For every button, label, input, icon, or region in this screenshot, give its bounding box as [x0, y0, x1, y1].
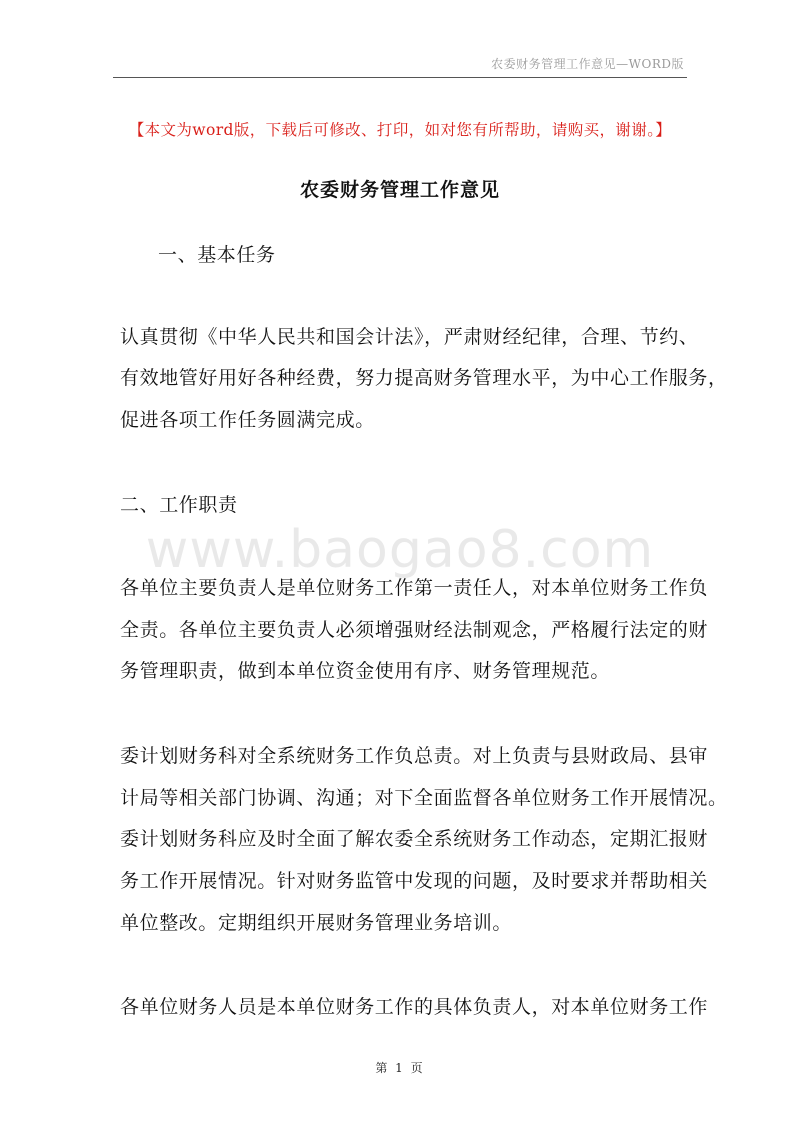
paragraph-line: 全责。各单位主要负责人必须增强财经法制观念，严格履行法定的财 — [120, 619, 709, 641]
paragraph-line: 单位整改。定期组织开展财务管理业务培训。 — [120, 912, 513, 934]
paragraph-line: 各单位财务人员是本单位财务工作的具体负责人，对本单位财务工作 — [120, 996, 709, 1018]
paragraph-line: 促进各项工作任务圆满完成。 — [120, 409, 375, 431]
site-watermark: www.baogao8.com — [145, 520, 655, 580]
section-heading-basic-task: 一、基本任务 — [158, 244, 276, 266]
paragraph-line: 计局等相关部门协调、沟通；对下全面监督各单位财务工作开展情况。 — [120, 787, 728, 809]
section-heading-duties: 二、工作职责 — [120, 494, 238, 516]
paragraph-line: 委计划财务科对全系统财务工作负总责。对上负责与县财政局、县审 — [120, 745, 709, 767]
paragraph-line: 务工作开展情况。针对财务监管中发现的问题，及时要求并帮助相关 — [120, 870, 709, 892]
paragraph-line: 认真贯彻《中华人民共和国会计法》，严肃财经纪律，合理、节约、 — [120, 326, 699, 348]
paragraph-line: 委计划财务科应及时全面了解农委全系统财务工作动态，定期汇报财 — [120, 828, 709, 850]
paragraph-line: 务管理职责，做到本单位资金使用有序、财务管理规范。 — [120, 660, 611, 682]
running-header: 农委财务管理工作意见—WORD版 — [491, 57, 684, 71]
page-number: 第 1 页 — [375, 1061, 425, 1075]
header-divider — [113, 77, 687, 78]
purchase-notice: 【本文为word版，下载后可修改、打印，如对您有所帮助，请购买，谢谢。】 — [128, 121, 672, 139]
paragraph-line: 各单位主要负责人是单位财务工作第一责任人，对本单位财务工作负 — [120, 577, 709, 599]
paragraph-line: 有效地管好用好各种经费，努力提高财务管理水平，为中心工作服务， — [120, 367, 728, 389]
document-title: 农委财务管理工作意见 — [299, 179, 500, 201]
